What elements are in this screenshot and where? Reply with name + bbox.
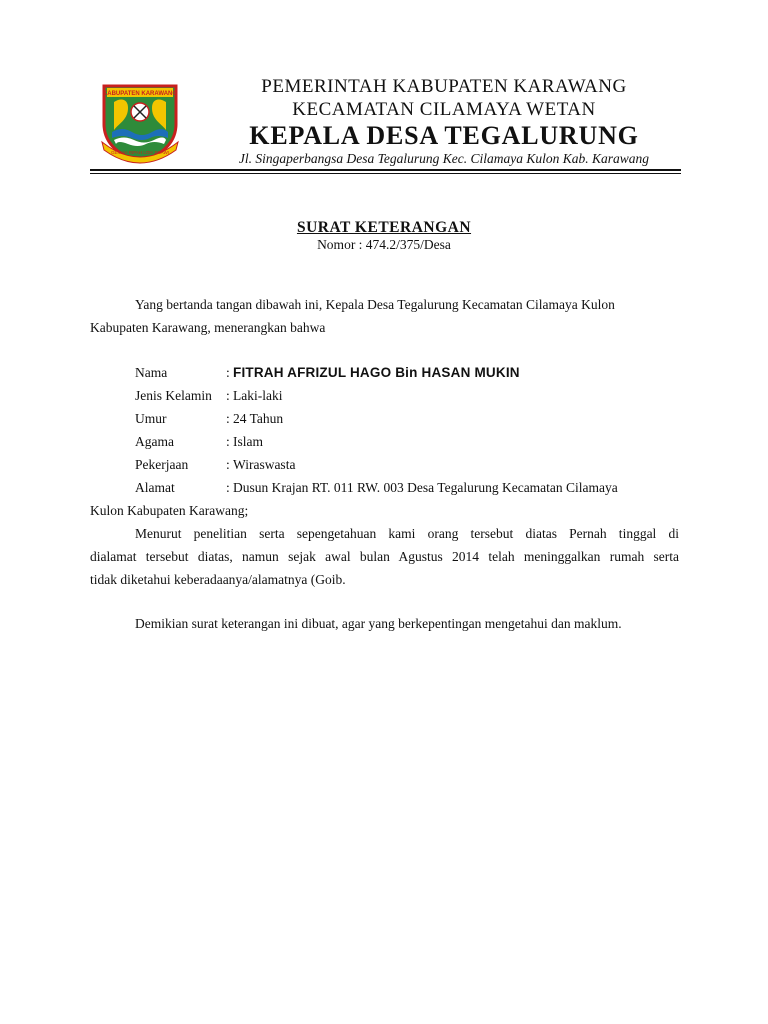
field-value-jenis-kelamin: Laki-laki — [233, 388, 283, 403]
field-colon: : — [226, 480, 230, 495]
field-value-agama: Islam — [233, 434, 263, 449]
letterhead-address: Jl. Singaperbangsa Desa Tegalurung Kec. Cilamaya Kulon Kab. Karawang — [238, 151, 650, 166]
field-label-alamat: Alamat — [135, 480, 175, 495]
letterhead-divider-thick — [90, 169, 681, 171]
field-colon: : — [226, 457, 230, 472]
letterhead-line-2: KECAMATAN CILAMAYA WETAN — [292, 99, 596, 120]
intro-line-1: Yang bertanda tangan dibawah ini, Kepala Desa Tegalurung Kecamatan Cilamaya Kulon — [135, 297, 615, 312]
field-label-pekerjaan: Pekerjaan — [135, 457, 189, 472]
svg-text:KABUPATEN KARAWANG: KABUPATEN KARAWANG — [102, 91, 178, 97]
field-label-agama: Agama — [135, 434, 174, 449]
field-value-nama: FITRAH AFRIZUL HAGO Bin HASAN MUKIN — [233, 365, 520, 380]
field-colon: : — [226, 434, 230, 449]
karawang-crest-logo — [98, 80, 182, 164]
body-line-1: Menurut penelitian serta sepengetahuan kami orang tersebut diatas Pernah tinggal di — [135, 526, 679, 541]
field-value-pekerjaan: Wiraswasta — [233, 457, 296, 472]
closing-statement: Demikian surat keterangan ini dibuat, agar yang berkepentingan mengetahui dan maklum. — [135, 616, 622, 631]
svg-text:GEMAH RIPAH LOH JINAWI: GEMAH RIPAH LOH JINAWI — [110, 150, 170, 155]
letterhead-divider-thin — [90, 173, 681, 174]
field-value-alamat: Dusun Krajan RT. 011 RW. 003 Desa Tegalurung Kecamatan Cilamaya — [233, 480, 618, 495]
field-colon: : — [226, 411, 230, 426]
field-label-jenis-kelamin: Jenis Kelamin — [135, 388, 212, 403]
document-title: SURAT KETERANGAN — [296, 219, 472, 236]
field-value-alamat-continued: Kulon Kabupaten Karawang; — [90, 503, 249, 518]
field-label-umur: Umur — [135, 411, 167, 426]
field-value-umur: 24 Tahun — [233, 411, 284, 426]
letterhead-title: KEPALA DESA TEGALURUNG — [249, 121, 639, 150]
field-colon: : — [226, 388, 230, 403]
field-label-nama: Nama — [135, 365, 168, 380]
field-colon: : — [226, 365, 230, 380]
body-line-3: tidak diketahui keberadaanya/alamatnya (Goib. — [90, 572, 346, 587]
body-line-2: dialamat tersebut diatas, namun sejak awal bulan Agustus 2014 telah meninggalkan rumah serta — [90, 549, 679, 564]
document-number: Nomor : 474.2/375/Desa — [317, 237, 451, 252]
intro-line-2: Kabupaten Karawang, menerangkan bahwa — [90, 320, 326, 335]
letterhead-line-1: PEMERINTAH KABUPATEN KARAWANG — [261, 76, 627, 97]
